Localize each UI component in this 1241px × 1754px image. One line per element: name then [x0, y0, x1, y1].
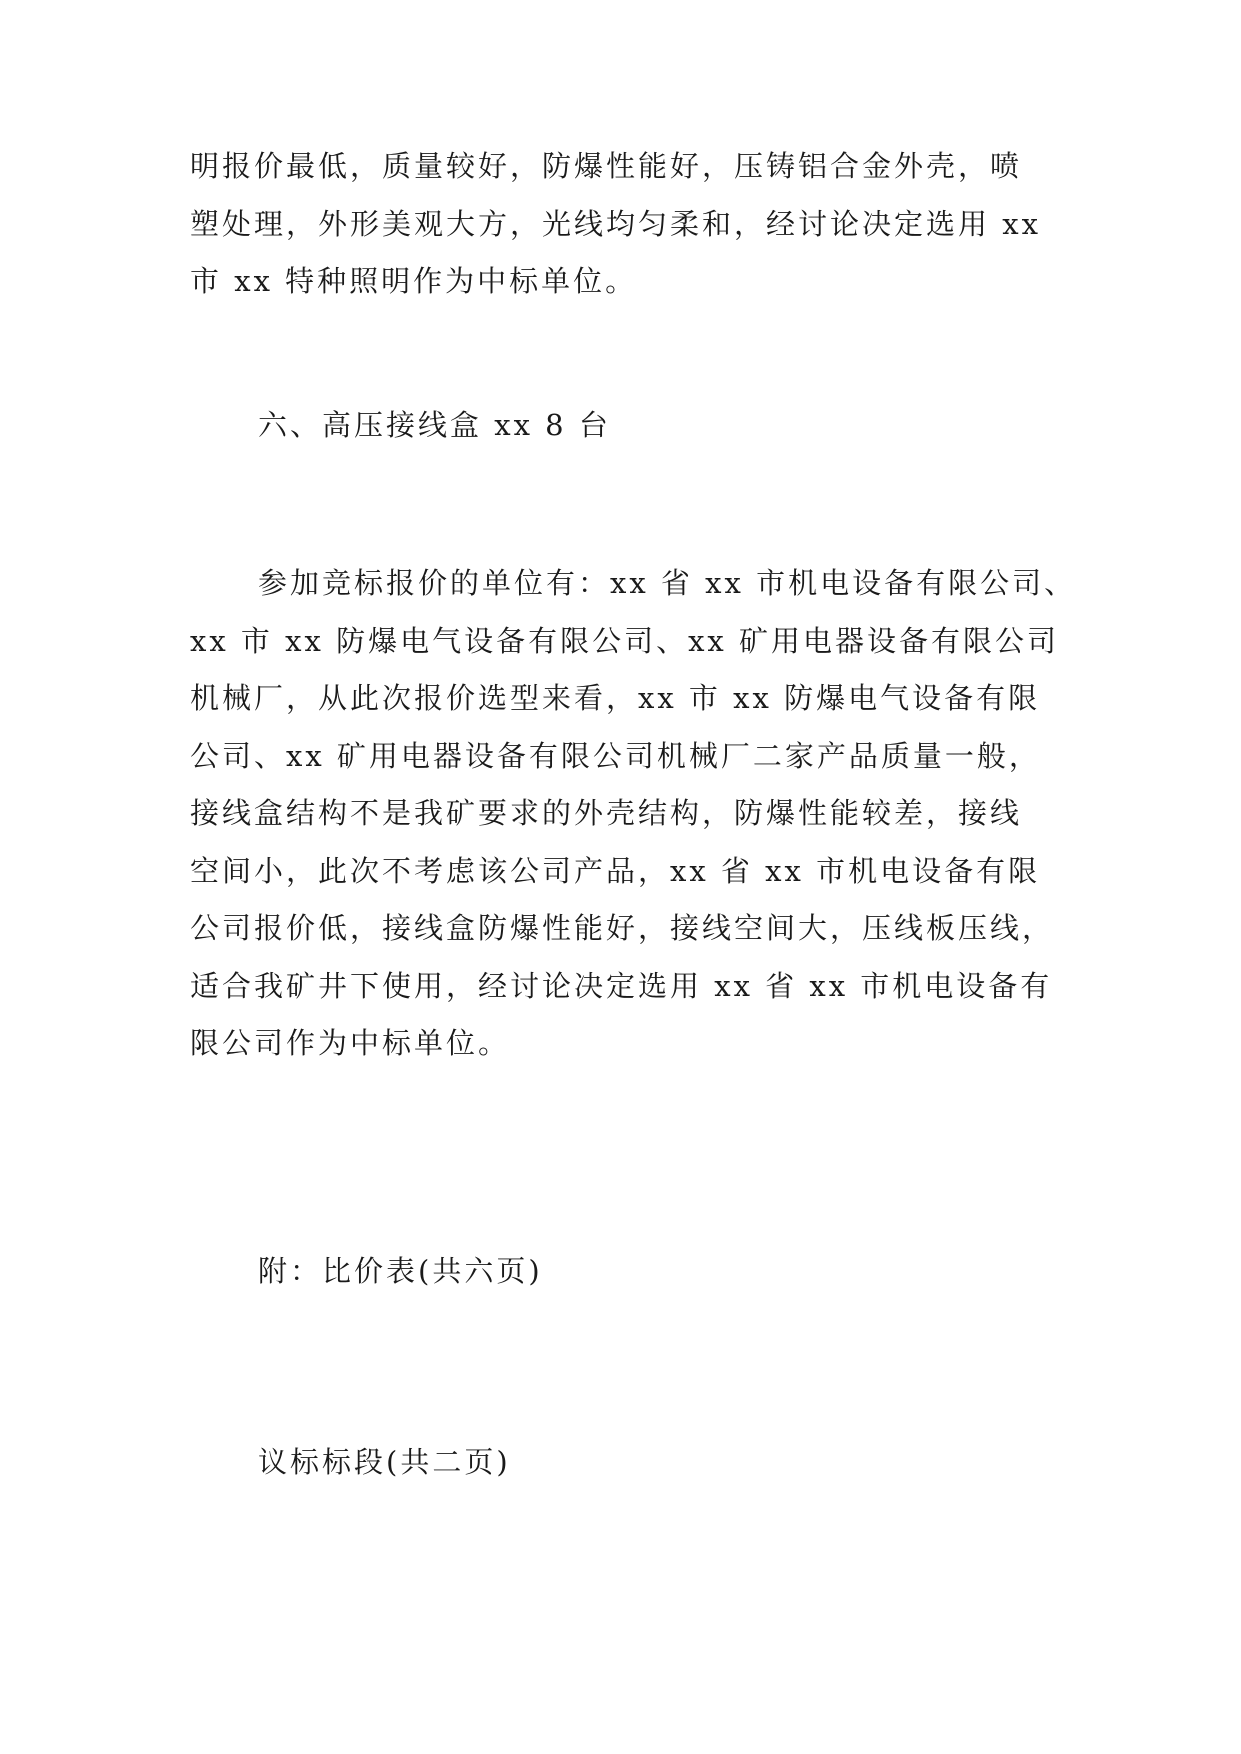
text-line: 机械厂，从此次报价选型来看，xx 市 xx 防爆电气设备有限: [190, 681, 1041, 715]
text-line: 明报价最低，质量较好，防爆性能好，压铸铝合金外壳，喷: [190, 149, 1023, 183]
text-line: 空间小，此次不考虑该公司产品，xx 省 xx 市机电设备有限: [190, 853, 1041, 888]
attachment-note: 附：比价表(共六页): [258, 1254, 543, 1288]
text-line: 参加竞标报价的单位有：xx 省 xx 市机电设备有限公司、: [258, 566, 1077, 600]
section-heading: 六、高压接线盒 xx 8 台: [258, 408, 611, 442]
paragraph-bidders: [190, 555, 1077, 1073]
text-line: 塑处理，外形美观大方，光线均匀柔和，经讨论决定选用 xx: [190, 206, 1041, 241]
text-line: 接线盒结构不是我矿要求的外壳结构，防爆性能较差，接线: [190, 796, 1023, 830]
text-line: 适合我矿井下使用，经讨论决定选用 xx 省 xx 市机电设备有: [190, 968, 1053, 1003]
text-line: 公司报价低，接线盒防爆性能好，接线空间大，压线板压线，: [190, 911, 1055, 945]
text-line: xx 市 xx 防爆电气设备有限公司、xx 矿用电器设备有限公司: [190, 623, 1060, 658]
text-line: 市 xx 特种照明作为中标单位。: [190, 264, 638, 298]
text-line: 限公司作为中标单位。: [190, 1026, 511, 1060]
paragraph-continued: [190, 138, 1060, 311]
negotiation-note: 议标标段(共二页): [258, 1445, 511, 1479]
text-line: 公司、xx 矿用电器设备有限公司机械厂二家产品质量一般，: [190, 738, 1041, 773]
